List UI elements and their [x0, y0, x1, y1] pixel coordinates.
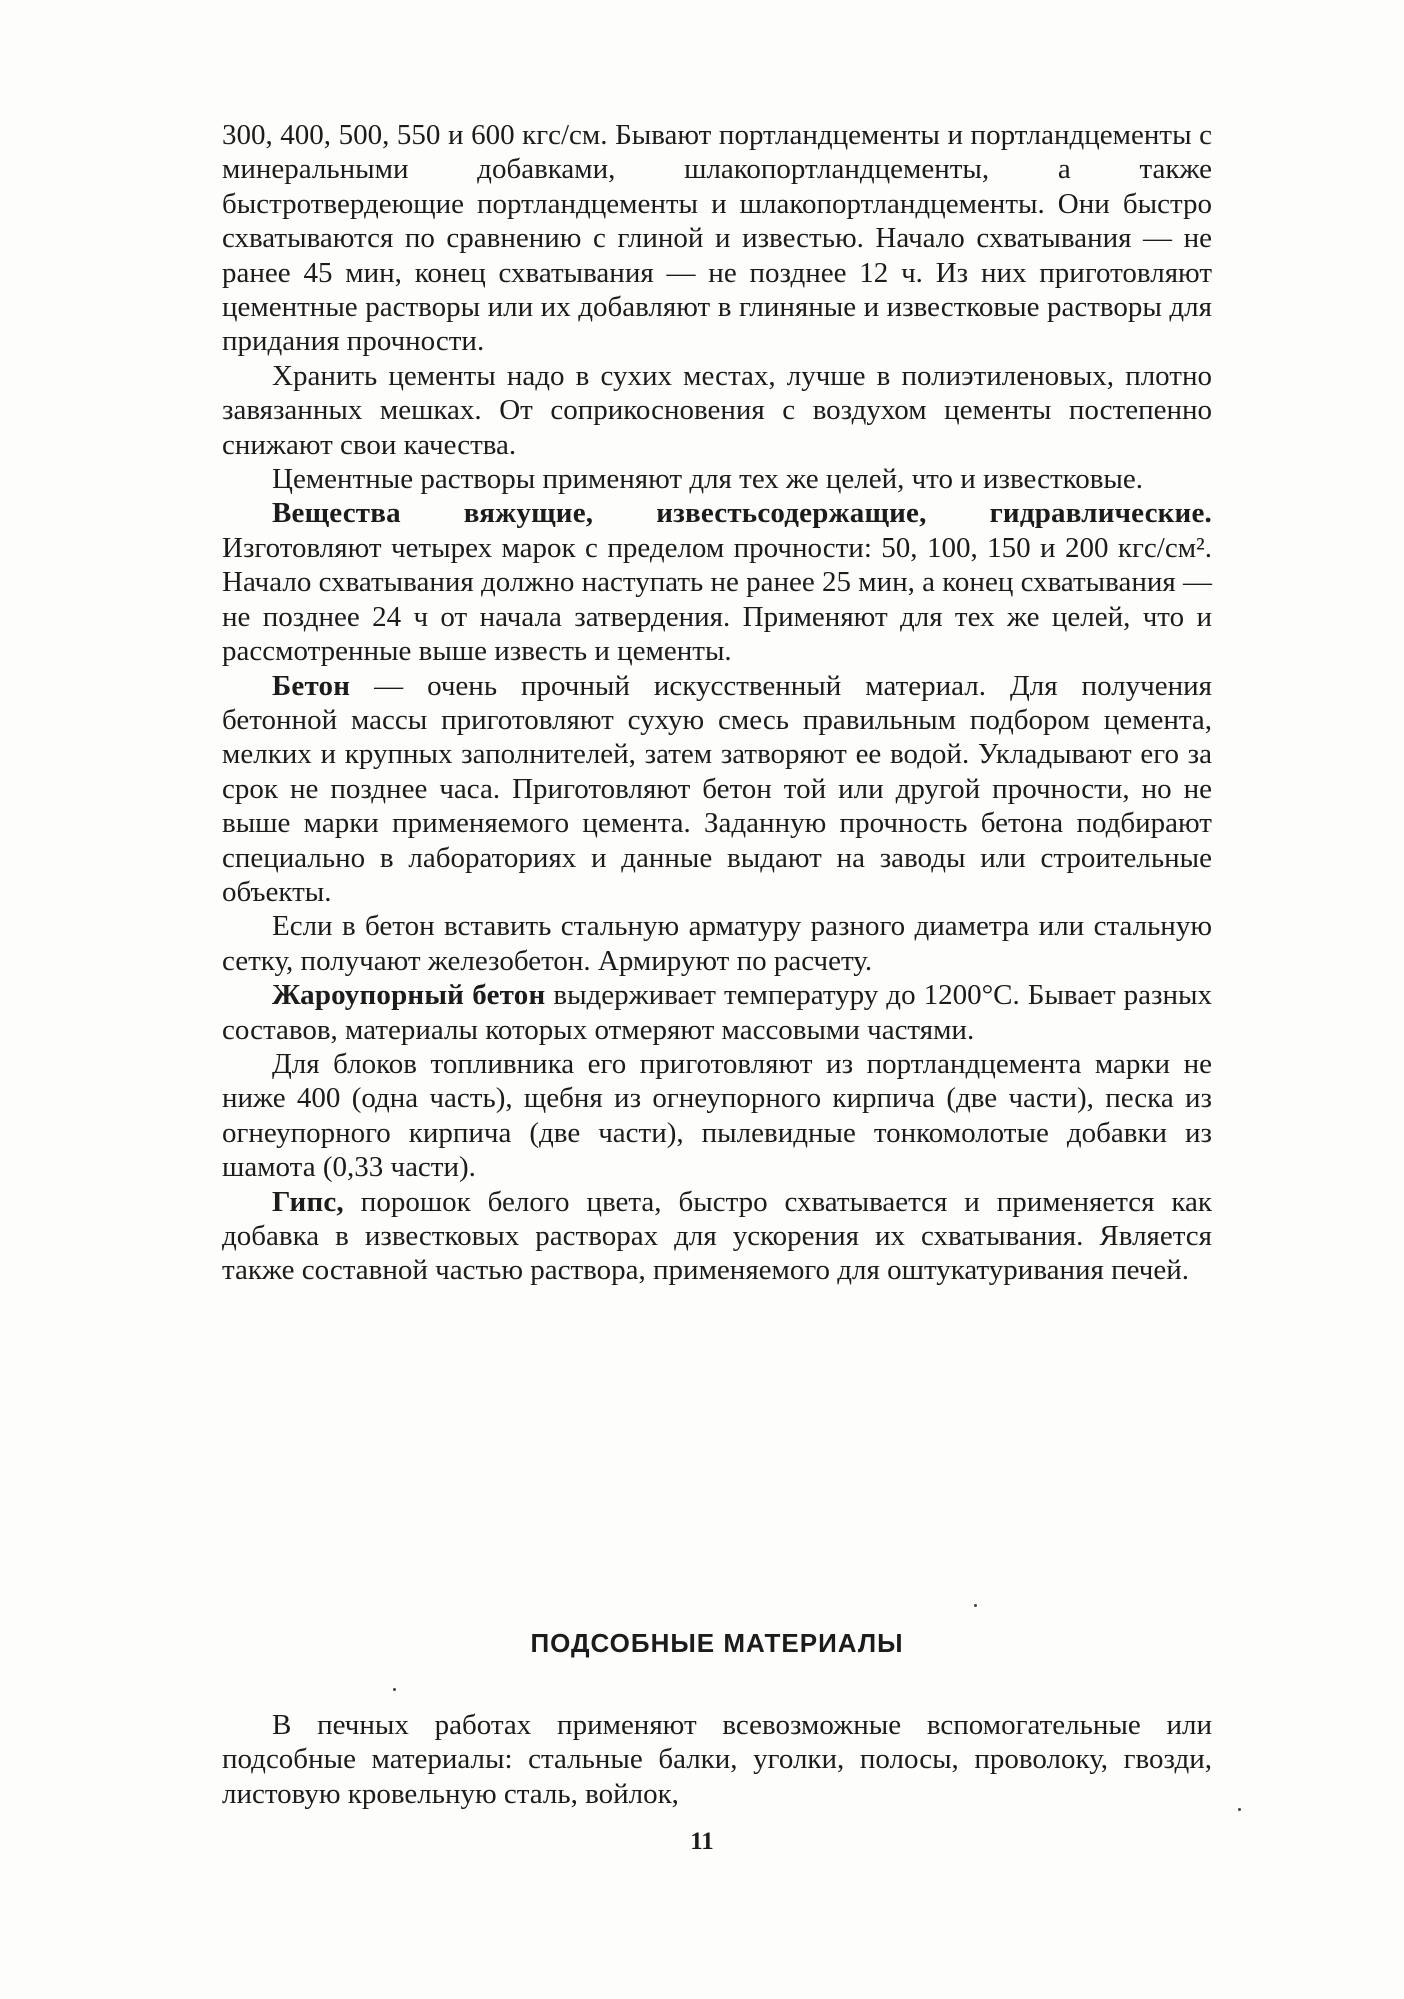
paragraph-7	[222, 978, 1212, 1047]
section-paragraph: В печных работах применяют всевозможные вспомогательные или подсобные материалы: стальные балки, уголки, полосы, проволоку, гвозди, листовую кровельную сталь, войлок,	[222, 1709, 1212, 1810]
paragraph-text: Для блоков топливника его приготовляют из портландцемента марки не ниже 400 (одна часть), щебня из огнеупорного кирпича (две части), песка из огнеупорного кирпича (две части), пылевидные тонкомолотые добавки из шамота (0,33 части).	[222, 1047, 1212, 1184]
paragraph-term: Гипс,	[272, 1185, 344, 1218]
paragraph-text: 300, 400, 500, 550 и 600 кгс/см. Бывают портландцементы и портландцементы с минеральными добавками, шлакопортландцементы, а также быстротвердеющие портландцементы и шлакопортландцементы. Они быстро схватываются по сравнению с глиной и известью. Начало схватывания — не ранее 45 мин, конец схватывания — не позднее 12 ч. Из них приготовляют цементные растворы или их добавляют в глиняные и известковые растворы для придания прочности.	[222, 119, 1212, 358]
paragraph-term: Жароупорный бетон	[272, 979, 546, 1012]
scan-speck	[1238, 1808, 1241, 1811]
page-number: 11	[690, 1828, 714, 1855]
paragraph-3	[222, 462, 1212, 496]
scan-speck	[393, 1688, 396, 1691]
paragraph-text: — очень прочный искусственный материал. Для получения бетонной массы приготовляют сухую смесь правильным подбором цемента, мелких и крупных заполнителей, затем затворяют ее водой. Укладывают его за срок не позднее часа. Приготовляют бетон той или другой прочности, но не выше марки применяемого цемента. Заданную прочность бетона подбирают специально в лабораториях и данные выдают на заводы или строительные объекты.	[222, 669, 1212, 908]
paragraph-6	[222, 909, 1212, 978]
paragraph-text: Изготовляют четырех марок с пределом прочности: 50, 100, 150 и 200 кгс/см². Начало схватывания должно наступать не ранее 25 мин, а конец схватывания — не позднее 24 ч от начала затвердения. Применяют для тех же целей, что и рассмотренные выше известь и цементы.	[222, 531, 1212, 668]
paragraph-term: Бетон	[272, 669, 351, 702]
paragraph-2	[222, 359, 1212, 462]
paragraph-text: Если в бетон вставить стальную арматуру разного диаметра или стальную сетку, получают железобетон. Армируют по расчету.	[222, 910, 1212, 977]
paragraph-4	[222, 496, 1212, 668]
paragraph-text: Хранить цементы надо в сухих местах, лучше в полиэтиленовых, плотно завязанных мешках. От соприкосновения с воздухом цементы постепенно снижают свои качества.	[222, 359, 1212, 461]
paragraph-text: порошок белого цвета, быстро схватывается и применяется как добавка в известковых растворах для ускорения их схватывания. Является также составной частью раствора, применяемого для оштукатуривания печей.	[222, 1185, 1212, 1287]
paragraph-8	[222, 1047, 1212, 1185]
paragraph-text: Цементные растворы применяют для тех же целей, что и известковые.	[272, 463, 1144, 496]
paragraph-5	[222, 669, 1212, 910]
paragraph-term: Вещества вяжущие, известьсодержащие, гидравлические.	[272, 497, 1212, 530]
body-text	[222, 118, 1212, 1288]
section-heading: ПОДСОБНЫЕ МАТЕРИАЛЫ	[530, 1628, 904, 1658]
section-body	[222, 1708, 1212, 1811]
scan-speck	[974, 1604, 977, 1607]
paragraph-text: выдерживает температуру до 1200°С. Бывает разных составов, материалы которых отмеряют массовыми частями.	[222, 979, 1212, 1046]
paragraph-1	[222, 118, 1212, 359]
paragraph-9	[222, 1185, 1212, 1288]
